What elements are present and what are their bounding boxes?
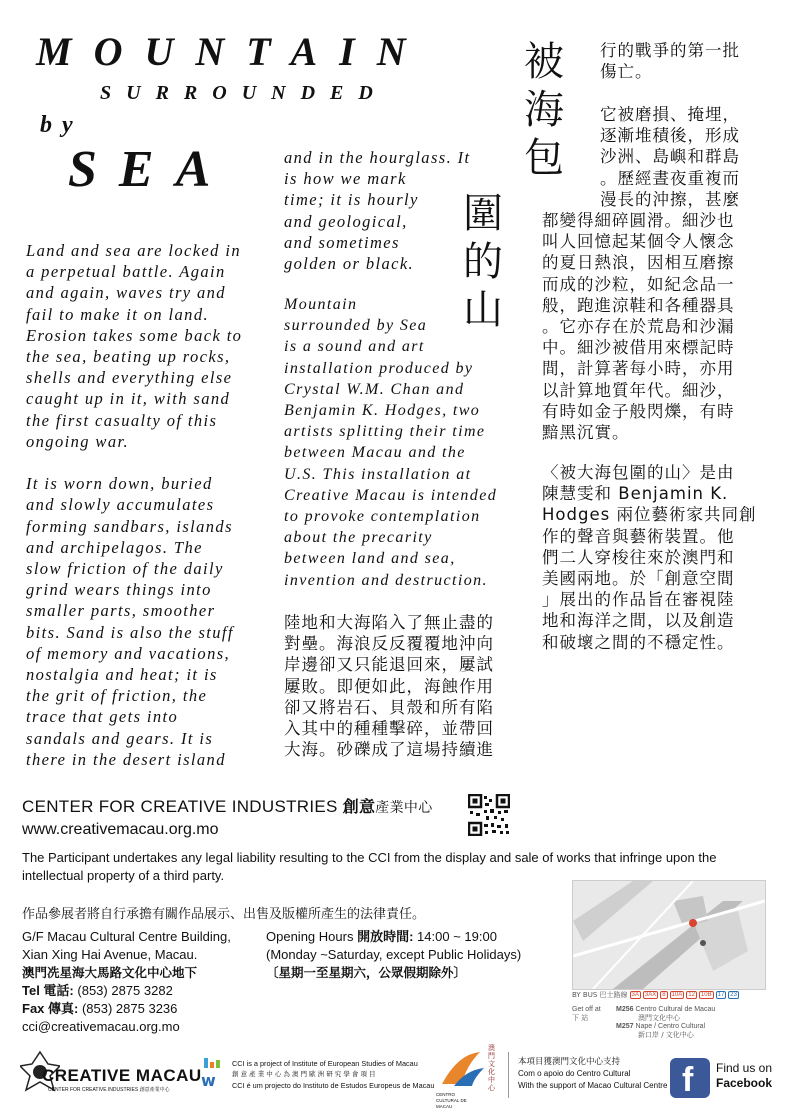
title-mountain: MOUNTAIN [36,29,428,74]
stop-list [616,1006,715,1040]
getoff-label [572,1006,610,1040]
website-link[interactable]: www.creativemacau.org.mo [22,821,219,838]
svg-text:w: w [201,1071,216,1090]
hours-label-zh: 開放時間: [357,929,414,944]
stop-2 [616,1023,715,1030]
col1-english-text: Land and sea are locked in a perpetual battle. Again and again, waves try and fail to make it on land. Erosion takes some back to the sea, beating up rocks, shells and everything else caught up in it, with sand the first casualty of this ongoing war. It is worn down, buried and slowly accumulates forming sandbars, islands and archipelagos. The slow friction of the daily grind wears things into smaller parts, smoother bits. Sand is also the stuff of memory and vacations, nostalgia and heat; it is the grit of friction, the trace that gets into sandals and gears. It is there in the desert island [26,241,243,769]
address-line2: Xian Xing Hai Avenue, Macau. [22,947,198,962]
bus-label: BY BUS 巴士路線 [572,991,628,999]
cci-name-zh: 產業中心 [375,800,433,816]
creative-macau-logo [20,1050,202,1100]
cci-name-zh-bold: 創意 [342,797,376,816]
ccm-logo [436,1044,500,1109]
fax-row [22,1000,231,1018]
facebook-link[interactable] [716,1061,772,1091]
hours-block [266,928,521,982]
email-link[interactable]: cci@creativemacau.org.mo [22,1019,180,1034]
ccm-name: 澳門文化中心 [488,1044,495,1092]
title-by: by [40,112,83,138]
col2-english-text-b: Mountain surrounded by Sea is a sound and art installation produced by Crystal W.M. Chan and Benjamin K. Hodges, two artists splitting their time between Macau and the U.S. This installation at Creative Macau is intended to provoke contemplation about the precarity between land and sea, invention and destruction. [284,296,498,589]
bus-route: 10A [671,992,683,998]
title-zh-part1-text: 被海包 [524,39,564,181]
stop-1 [616,1006,715,1013]
title-zh-part1 [522,38,568,182]
stop-2-code: M257 [616,1023,634,1030]
stop-2-zh: 新口岸 / 文化中心 [638,1031,694,1039]
iesm-zh: 創 意 產 業 中 心 為 澳 門 歐 洲 研 究 學 會 項 目 [232,1070,376,1078]
fax-label: Fax 傳真: [22,1001,79,1016]
creative-macau-text: CREATIVE MACAU [42,1066,202,1085]
hours-days-en: (Monday ~Saturday, except Public Holidays) [266,947,522,962]
address-line3: 澳門冼星海大馬路文化中心地下 [22,965,198,980]
hours-row [266,928,521,946]
facebook-line2: Facebook [716,1076,773,1090]
footer-divider [508,1052,509,1098]
map-graphic [573,881,765,989]
bus-route: 12 [688,992,695,998]
stop-1-name: Centro Cultural de Macau [635,1006,716,1013]
cci-name-en: CENTER FOR CREATIVE INDUSTRIES [22,797,338,816]
stop-2-name: Nape / Centro Cultural [635,1023,706,1030]
tel-row [22,982,231,1000]
ccm-sub: CENTRO CULTURAL DE MACAU [436,1092,467,1109]
legal-notice-en: The Participant undertakes any legal liability resulting to the CCI from the display and sale of works that infringe upon the intellectual property of a third party. [22,850,717,883]
getoff-en: Get off at [572,1006,601,1013]
col2-english-text-a: and in the hourglass. It is how we mark time; it is hourly and geological, and sometimes golden or black. [284,148,471,274]
col3-chinese-text-c: 都變得細碎圓滑。細沙也 叫人回憶起某個令人懷念 的夏日熱浪，因相互磨擦 而成的沙粒，如紀念品一 般，跑進涼鞋和各種器具 。它亦存在於荒島和沙漏 中。細沙被借用來標記時 間，計算著每小時，亦用 以計算地質年代。細沙， 有時如金子般閃爍，有時 黯黑沉實。 [542,211,735,443]
bus-route: 23 [730,992,737,998]
iesm-logo-icon [200,1058,228,1092]
tel-value: (853) 2875 3282 [77,983,173,998]
bus-stops [572,1006,764,1040]
bus-routes-row [572,990,764,1000]
map-pin-icon [689,919,697,927]
iesm-pt: CCI é um projecto do Instituto de Estudos Europeus de Macau [232,1081,435,1090]
col2-chinese-text: 陸地和大海陷入了無止盡的 對壘。海浪反反覆覆地沖向 岸邊卻又只能退回來，屢試 屢敗。即便如此，海蝕作用 卻又將岩石、貝殼和所有陷 入其中的種種擊碎，並帶回 大海。砂礫成了這場持續進 [284,613,494,760]
stop-1-zh: 澳門文化中心 [638,1014,680,1022]
col3-chinese-text-b: 它被磨損、掩埋， 逐漸堆積後，形成 沙洲、島嶼和群島 。歷經晝夜重複而 漫長的沖擦，甚麼 [600,105,740,209]
hours-days-zh: 〔星期一至星期六，公眾假期除外〕 [266,965,467,980]
title-zh-part2-text: 圍的山 [463,191,503,333]
bus-route: 8 [662,992,666,998]
ccm-emblem-icon [436,1044,496,1090]
facebook-line1: Find us on [716,1061,773,1075]
bus-route: 3A [631,992,639,998]
legal-notice-zh: 作品參展者將自行承擔有關作品展示、出售及版權所產生的法律責任。 [22,907,426,922]
location-map [572,880,766,990]
support-pt: Com o apoio do Centro Cultural [518,1069,631,1078]
bus-info [572,988,764,1040]
support-zh: 本項目獲澳門文化中心支持 [518,1057,621,1067]
bus-route: 10B [700,992,712,998]
getoff-zh: 下 站 [572,1014,589,1022]
address-block [22,928,231,1036]
title-sea: SEA [68,141,233,198]
bus-route: 3AX [644,992,657,998]
title-surrounded: SURROUNDED [100,82,388,104]
iesm-en: CCI is a project of Institute of European Studies of Macau [232,1059,418,1068]
qr-code-icon [468,794,510,836]
fax-value: (853) 2875 3236 [81,1001,178,1016]
iesm-text [232,1058,434,1091]
cci-heading [22,794,433,817]
hours-time: 14:00 ~ 19:00 [417,929,497,944]
facebook-icon[interactable]: f [670,1058,710,1098]
stop-1-code: M256 [616,1006,634,1013]
support-text [518,1056,667,1092]
address-line1: G/F Macau Cultural Centre Building, [22,929,231,944]
support-en: With the support of Macao Cultural Centre [518,1081,668,1090]
tel-label: Tel 電話: [22,983,74,998]
creative-macau-sub: CENTER FOR CREATIVE INDUSTRIES 創意產業中心 [48,1087,170,1093]
bus-route: 17 [717,992,725,998]
col3-chinese-text-a: 行的戰爭的第一批 傷亡。 [600,41,740,82]
col3-chinese-text-d: 〈被大海包圍的山〉是由 陳慧雯和 Benjamin K. Hodges 兩位藝術家共同創 作的聲音與藝術裝置。他 們二人穿梭往來於澳門和 美國兩地。於「創意空間 」展出的作品旨在審視陸 地和海洋之間，以及創造 和破壞之間的不穩定性。 [542,463,757,652]
hours-label: Opening Hours [266,929,354,944]
